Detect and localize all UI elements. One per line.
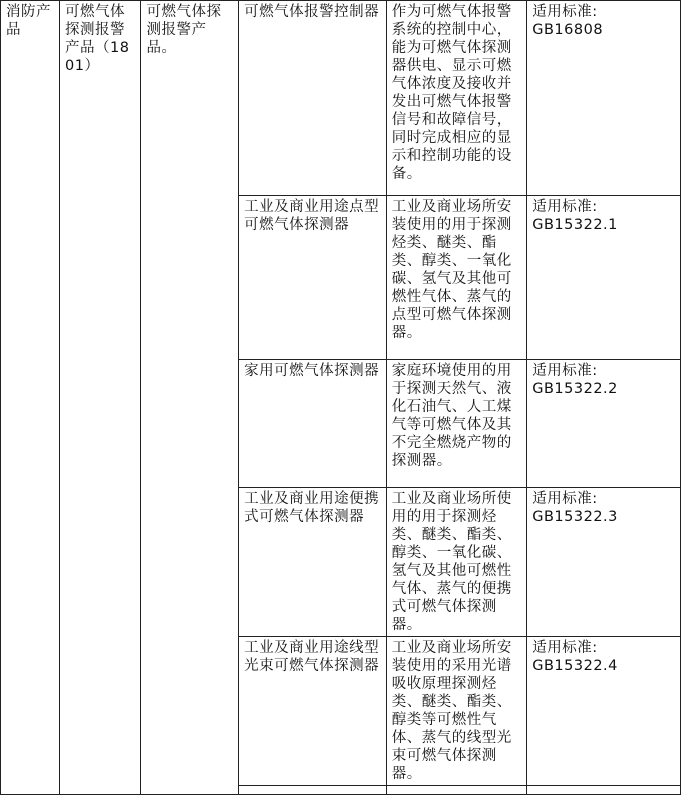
standard-label: 适用标准: (532, 640, 598, 656)
description-cell: 作为可燃气体报警系统的控制中心，能为可燃气体探测器供电、显示可燃气体浓度及接收并发出可燃气体报警信号和故障信号，同时完成相应的显示和控制功能的设备。 (386, 1, 526, 196)
product-name-cell: 家用可燃气体探测器 (239, 360, 387, 488)
standard-code: GB15322.4 (532, 658, 618, 674)
standard-cell (527, 360, 681, 488)
standard-label: 适用标准: (532, 199, 598, 215)
standard-cell (527, 196, 681, 360)
table-row (1, 1, 681, 196)
standard-label: 适用标准: (532, 363, 598, 379)
product-name-cell: 工业及商业用途线型光束可燃气体探测器 (239, 637, 387, 786)
empty-cell (527, 786, 681, 795)
description-cell: 家庭环境使用的用于探测天然气、液化石油气、人工煤气等可燃气体及其不完全燃烧产物的探测器。 (386, 360, 526, 488)
product-name-cell: 工业及商业用途点型可燃气体探测器 (239, 196, 387, 360)
standard-label: 适用标准: (532, 4, 598, 20)
standard-code: GB16808 (532, 22, 604, 38)
product-group-cell: 可燃气体探测报警产品。 (141, 1, 239, 795)
description-cell: 工业及商业场所安装使用的采用光谱吸收原理探测烃类、醚类、酯类、醇类等可燃性气体、蒸气的线型光束可燃气体探测器。 (386, 637, 526, 786)
description-cell: 工业及商业场所安装使用的用于探测烃类、醚类、酯类、醇类、一氧化碳、氢气及其他可燃性气体、蒸气的点型可燃气体探测器。 (386, 196, 526, 360)
standard-cell (527, 1, 681, 196)
standard-cell (527, 488, 681, 637)
description-cell: 工业及商业场所使用的用于探测烃类、醚类、酯类、醇类、一氧化碳、氢气及其他可燃性气体、蒸气的便携式可燃气体探测器。 (386, 488, 526, 637)
empty-cell (239, 786, 387, 795)
product-name-cell: 工业及商业用途便携式可燃气体探测器 (239, 488, 387, 637)
standard-label: 适用标准: (532, 491, 598, 507)
category-cell: 消防产品 (1, 1, 60, 795)
standard-code: GB15322.1 (532, 217, 618, 233)
standard-code: GB15322.2 (532, 381, 618, 397)
standard-code: GB15322.3 (532, 509, 618, 525)
product-type-cell: 可燃气体探测报警产品（1801） (60, 1, 141, 795)
standard-cell (527, 637, 681, 786)
empty-cell (386, 786, 526, 795)
product-name-cell: 可燃气体报警控制器 (239, 1, 387, 196)
